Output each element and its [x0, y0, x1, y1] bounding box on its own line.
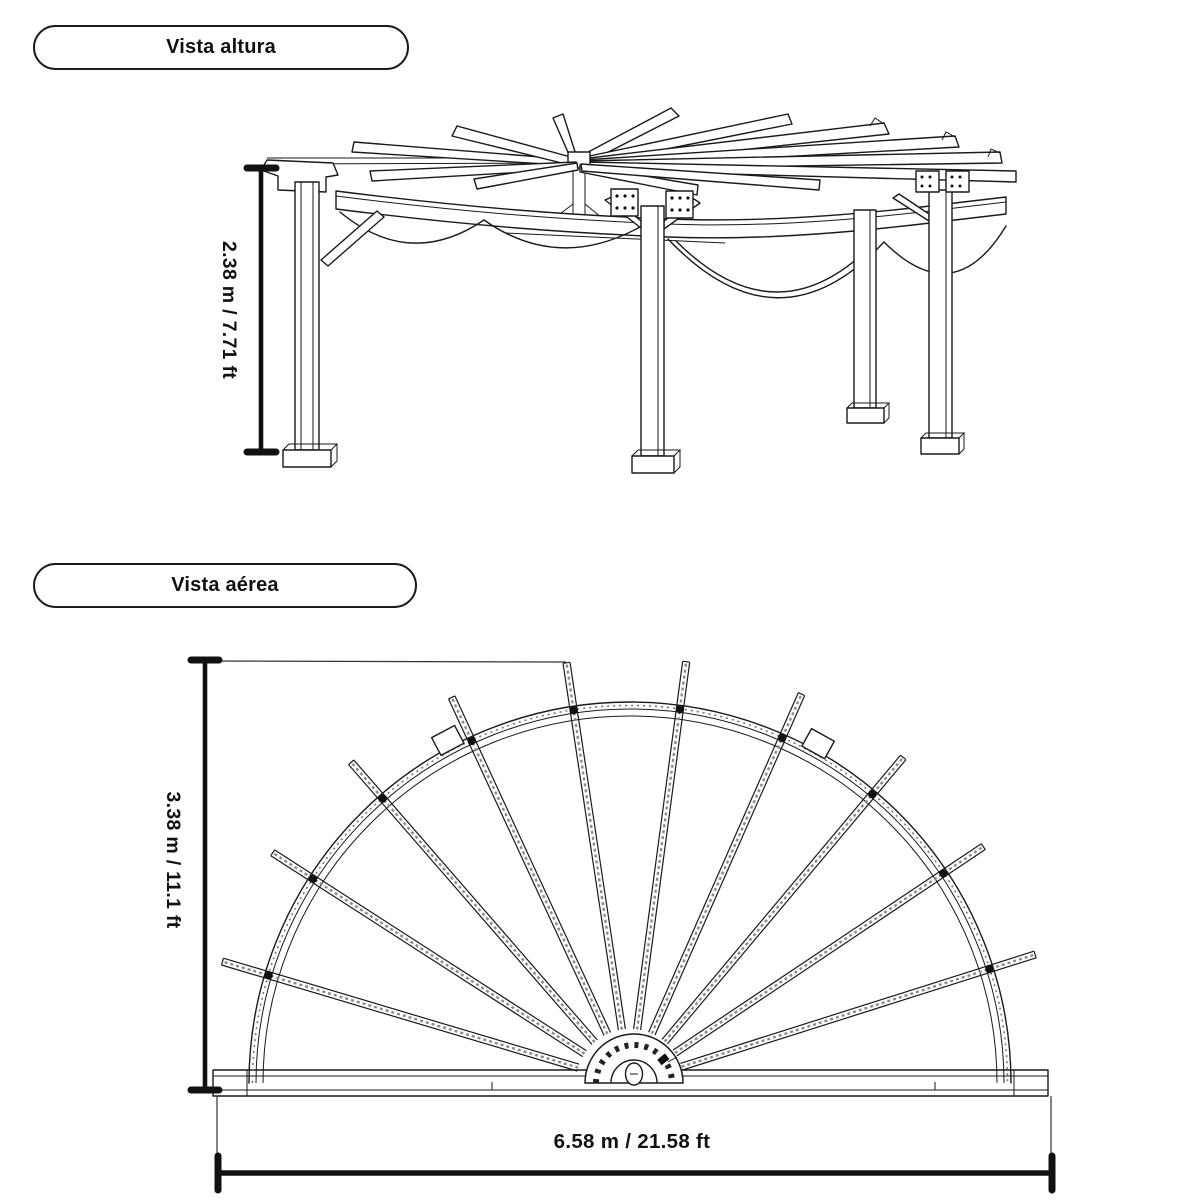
depth-dimension-line	[191, 660, 566, 1091]
aerial-view-drawing	[0, 610, 1200, 1200]
height-view-drawing	[0, 0, 1200, 560]
height-dimension-label: 2.38 m / 7.71 ft	[217, 240, 240, 380]
aerial-hub	[585, 1034, 683, 1085]
height-dimension-line	[247, 168, 276, 452]
depth-dimension-label: 3.38 m / 11.1 ft	[161, 791, 184, 929]
aerial-view-label-pill	[33, 563, 417, 608]
width-dimension-label: 6.58 m / 21.58 ft	[553, 1130, 711, 1153]
aerial-rafters	[222, 661, 1037, 1071]
height-view-label: Vista altura	[166, 36, 276, 58]
aerial-view-label: Vista aérea	[171, 574, 279, 596]
